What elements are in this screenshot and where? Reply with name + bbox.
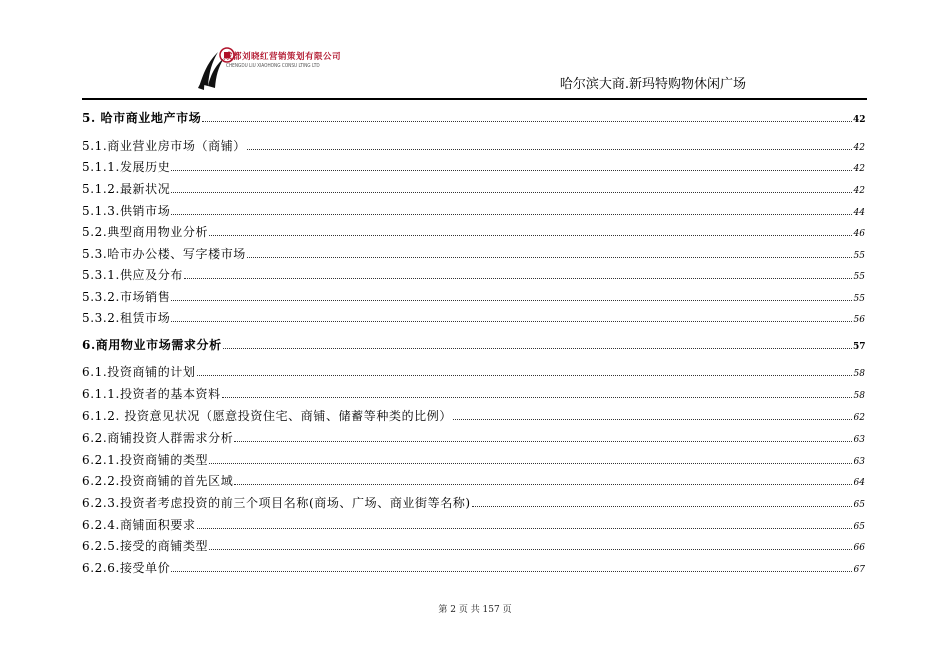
- page-header: [0, 0, 950, 104]
- toc-dot-leader: [453, 419, 852, 420]
- toc-entry-label: 5.1.商业营业房市场（商铺）: [82, 139, 246, 153]
- toc-dot-leader: [209, 463, 852, 464]
- toc-entry-label: 6.2.商铺投资人群需求分析: [82, 431, 234, 445]
- toc-entry-page-number: 63: [853, 457, 865, 467]
- toc-entry-page-number: 58: [853, 369, 865, 379]
- document-title: 哈尔滨大商.新玛特购物休闲广场: [559, 77, 746, 92]
- toc-entry-page-number: 44: [853, 208, 865, 218]
- toc-entry-page-number: 67: [853, 565, 865, 575]
- toc-entry[interactable]: [82, 407, 865, 424]
- toc-dot-leader: [171, 170, 852, 171]
- toc-entry-label: 6.2.4.商铺面积要求: [82, 518, 196, 532]
- toc-entry-label: 5.1.1.发展历史: [82, 160, 171, 174]
- toc-entry[interactable]: [82, 137, 865, 154]
- toc-entry[interactable]: [82, 266, 865, 283]
- toc-entry[interactable]: [82, 385, 865, 402]
- toc-dot-leader: [197, 528, 852, 529]
- toc-dot-leader: [209, 549, 852, 550]
- toc-entry-label: 6.1.1.投资者的基本资料: [82, 387, 221, 401]
- toc-entry-page-number: 42: [853, 186, 865, 196]
- page-footer: 第 2 页 共 157 页: [438, 605, 512, 615]
- toc-entry-label: 5.3.2.市场销售: [82, 290, 171, 304]
- toc-entry[interactable]: [82, 559, 865, 576]
- toc-entry-label: 5.3.哈市办公楼、写字楼市场: [82, 247, 246, 261]
- toc-dot-leader: [184, 278, 852, 279]
- toc-dot-leader: [202, 121, 852, 122]
- toc-entry-page-number: 65: [853, 522, 865, 532]
- toc-entry[interactable]: [82, 309, 865, 326]
- toc-entry[interactable]: [82, 451, 865, 468]
- toc-dot-leader: [247, 149, 852, 150]
- toc-entry-page-number: 65: [853, 500, 865, 510]
- toc-entry-page-number: 57: [853, 342, 866, 352]
- toc-dot-leader: [209, 235, 852, 236]
- toc-dot-leader: [171, 214, 852, 215]
- toc-entry-page-number: 55: [853, 272, 865, 282]
- company-name-cn: 成都刘晓红营销策划有限公司: [224, 52, 342, 62]
- toc-entry-page-number: 42: [853, 164, 865, 174]
- toc-entry[interactable]: [82, 202, 865, 219]
- company-name-en: CHENGDU LIU XIAOHONG CONSU LTING LTD: [226, 63, 320, 69]
- toc-entry-label: 6.2.6.接受单价: [82, 561, 171, 575]
- toc-entry-page-number: 55: [853, 294, 865, 304]
- toc-entry-label: 5. 哈市商业地产市场: [82, 111, 202, 125]
- toc-entry-label: 6.商用物业市场需求分析: [82, 338, 222, 352]
- toc-entry-label: 5.1.2.最新状况: [82, 182, 171, 196]
- toc-entry-label: 6.2.5.接受的商铺类型: [82, 539, 209, 553]
- toc-entry-label: 5.1.3.供销市场: [82, 204, 171, 218]
- toc-dot-leader: [223, 348, 852, 349]
- toc-entry[interactable]: [82, 158, 865, 175]
- toc-entry[interactable]: [82, 537, 865, 554]
- toc-dot-leader: [197, 375, 853, 376]
- toc-dot-leader: [247, 257, 852, 258]
- toc-entry[interactable]: [82, 336, 865, 353]
- toc-entry-label: 5.3.2.租赁市场: [82, 311, 171, 325]
- toc-entry-page-number: 58: [853, 391, 865, 401]
- toc-dot-leader: [234, 484, 852, 485]
- toc-entry[interactable]: [82, 223, 865, 240]
- toc-entry[interactable]: [82, 109, 865, 126]
- toc-dot-leader: [472, 506, 852, 507]
- header-divider: [82, 98, 867, 100]
- company-logo: [196, 44, 374, 90]
- toc-dot-leader: [171, 300, 852, 301]
- toc-dot-leader: [222, 397, 852, 398]
- toc-entry-label: 6.2.2.投资商铺的首先区域: [82, 474, 234, 488]
- toc-entry-label: 6.1.投资商铺的计划: [82, 365, 196, 379]
- toc-entry-label: 5.3.1.供应及分布: [82, 268, 183, 282]
- toc-entry[interactable]: [82, 516, 865, 533]
- toc-entry[interactable]: [82, 472, 865, 489]
- toc-entry-page-number: 62: [853, 413, 865, 423]
- toc-entry-page-number: 46: [853, 229, 865, 239]
- toc-dot-leader: [171, 192, 852, 193]
- toc-entry[interactable]: [82, 363, 865, 380]
- toc-entry-label: 6.1.2. 投资意见状况（愿意投资住宅、商铺、储蓄等种类的比例）: [82, 409, 452, 423]
- toc-entry-page-number: 55: [853, 251, 865, 261]
- toc-entry[interactable]: [82, 245, 865, 262]
- toc-entry-label: 5.2.典型商用物业分析: [82, 225, 209, 239]
- toc-dot-leader: [171, 321, 852, 322]
- toc-entry[interactable]: [82, 494, 865, 511]
- toc-entry-page-number: 42: [853, 143, 865, 153]
- toc-entry-label: 6.2.3.投资者考虑投资的前三个项目名称(商场、广场、商业街等名称): [82, 496, 471, 510]
- toc-entry-page-number: 56: [853, 315, 865, 325]
- toc-entry-page-number: 63: [853, 435, 865, 445]
- toc-dot-leader: [234, 441, 852, 442]
- toc-entry-page-number: 42: [853, 115, 866, 125]
- toc-entry-page-number: 64: [853, 478, 865, 488]
- toc-entry-label: 6.2.1.投资商铺的类型: [82, 453, 209, 467]
- toc-entry[interactable]: [82, 288, 865, 305]
- toc-entry[interactable]: [82, 429, 865, 446]
- toc-entry-page-number: 66: [853, 543, 865, 553]
- toc-entry[interactable]: [82, 180, 865, 197]
- toc-dot-leader: [171, 571, 852, 572]
